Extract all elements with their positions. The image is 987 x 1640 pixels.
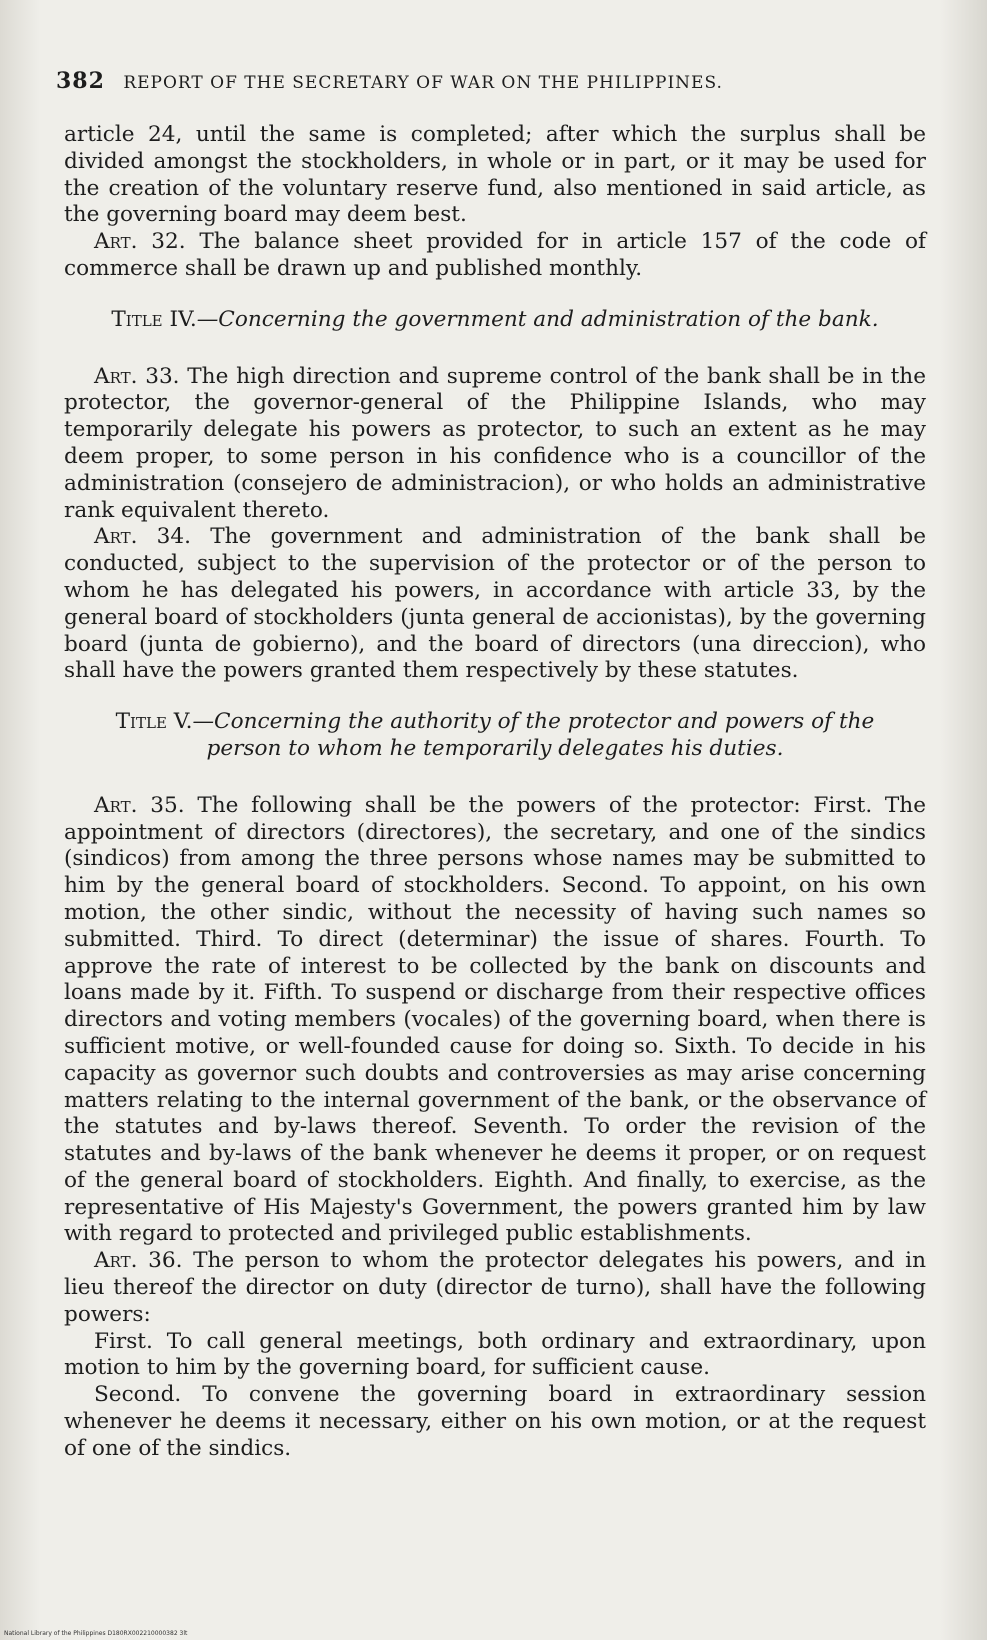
title-label: Title V. bbox=[115, 709, 193, 735]
article-text: The person to whom the protector delegates his powers, and in lieu thereof the director on duty (director de turno), shall have the following powers: bbox=[64, 1248, 926, 1327]
article-32 bbox=[64, 229, 926, 283]
running-header bbox=[56, 68, 936, 94]
article-text: The following shall be the powers of the protector: First. The appointment of directors (directores), the secretary, and one of the sindics (sindicos) from among the three persons whose names may be submitted to him by the general board of stockholders. Second. To appoint, on his own motion, the other sindic, without the necessity of having such names so submitted. Third. To direct (determinar) the issue of shares. Fourth. To approve the rate of interest to be collected by the bank on discounts and loans made by it. Fifth. To suspend or discharge from their respective offices directors and voting members (vocales) of the governing board, when there is sufficient motive, or well-founded cause for doing so. Sixth. To decide in his capacity as governor such doubts and controversies as may arise concerning matters relating to the internal government of the bank, or the observance of the statutes and by-laws thereof. Seventh. To order the revision of the statutes and by-laws of the bank whenever he deems it proper, or on request of the general board of stockholders. Eighth. And finally, to exercise, as the representative of His Majesty's Government, the powers granted him by law with regard to protected and privileged public establishments. bbox=[64, 792, 926, 1247]
article-label: Art. 33. bbox=[94, 363, 180, 389]
scan-credit: National Library of the Philippines D180RX002210000382 3lt bbox=[4, 1630, 188, 1637]
article-label: Art. 32. bbox=[94, 229, 186, 255]
running-title: REPORT OF THE SECRETARY OF WAR ON THE PHILIPPINES. bbox=[123, 73, 723, 93]
title-label: Title IV. bbox=[111, 306, 197, 332]
article-36 bbox=[64, 1248, 926, 1328]
page-number: 382 bbox=[56, 68, 105, 94]
paragraph-continuation: article 24, until the same is completed; after which the surplus shall be divided amongst the stockholders, in whole or in part, or it may be used for the creation of the voluntary reserve fund, also mentioned in said article, as the governing board may deem best. bbox=[64, 122, 926, 228]
article-33 bbox=[64, 364, 926, 525]
article-35 bbox=[64, 793, 926, 1249]
article-36-first: First. To call general meetings, both ordinary and extraordinary, upon motion to him by the governing board, for sufficient cause. bbox=[64, 1328, 926, 1381]
article-text: The balance sheet provided for in article 157 of the code of commerce shall be drawn up and published monthly. bbox=[64, 229, 926, 281]
body-text bbox=[64, 122, 926, 1463]
title-v-heading bbox=[94, 709, 896, 763]
title-text: —Concerning the government and administration of the bank. bbox=[196, 306, 879, 332]
title-iv-heading bbox=[94, 307, 896, 334]
article-label: Art. 34. bbox=[94, 524, 192, 550]
article-text: The high direction and supreme control of the bank shall be in the protector, the governor-general of the Philippine Islands, who may temporarily delegate his powers as protector, to such an extent as he may deem proper, to some person in his confidence who is a councillor of the administration (consejero de administracion), or who holds an administrative rank equivalent thereto. bbox=[64, 363, 926, 523]
article-36-second: Second. To convene the governing board in extraordinary session whenever he deems it necessary, either on his own motion, or at the request of one of the sindics. bbox=[64, 1382, 926, 1461]
article-34 bbox=[64, 524, 926, 685]
article-label: Art. 35. bbox=[94, 792, 185, 818]
title-text: —Concerning the authority of the protector and powers of the person to whom he temporarily delegates his duties. bbox=[192, 709, 875, 761]
article-label: Art. 36. bbox=[94, 1248, 183, 1274]
article-text: The government and administration of the bank shall be conducted, subject to the supervision of the protector or of the person to whom he has delegated his powers, in accordance with article 33, by the general board of stockholders (junta general de accionistas), by the governing board (junta de gobierno), and the board of directors (una direccion), who shall have the powers granted them respectively by these statutes. bbox=[64, 524, 926, 684]
